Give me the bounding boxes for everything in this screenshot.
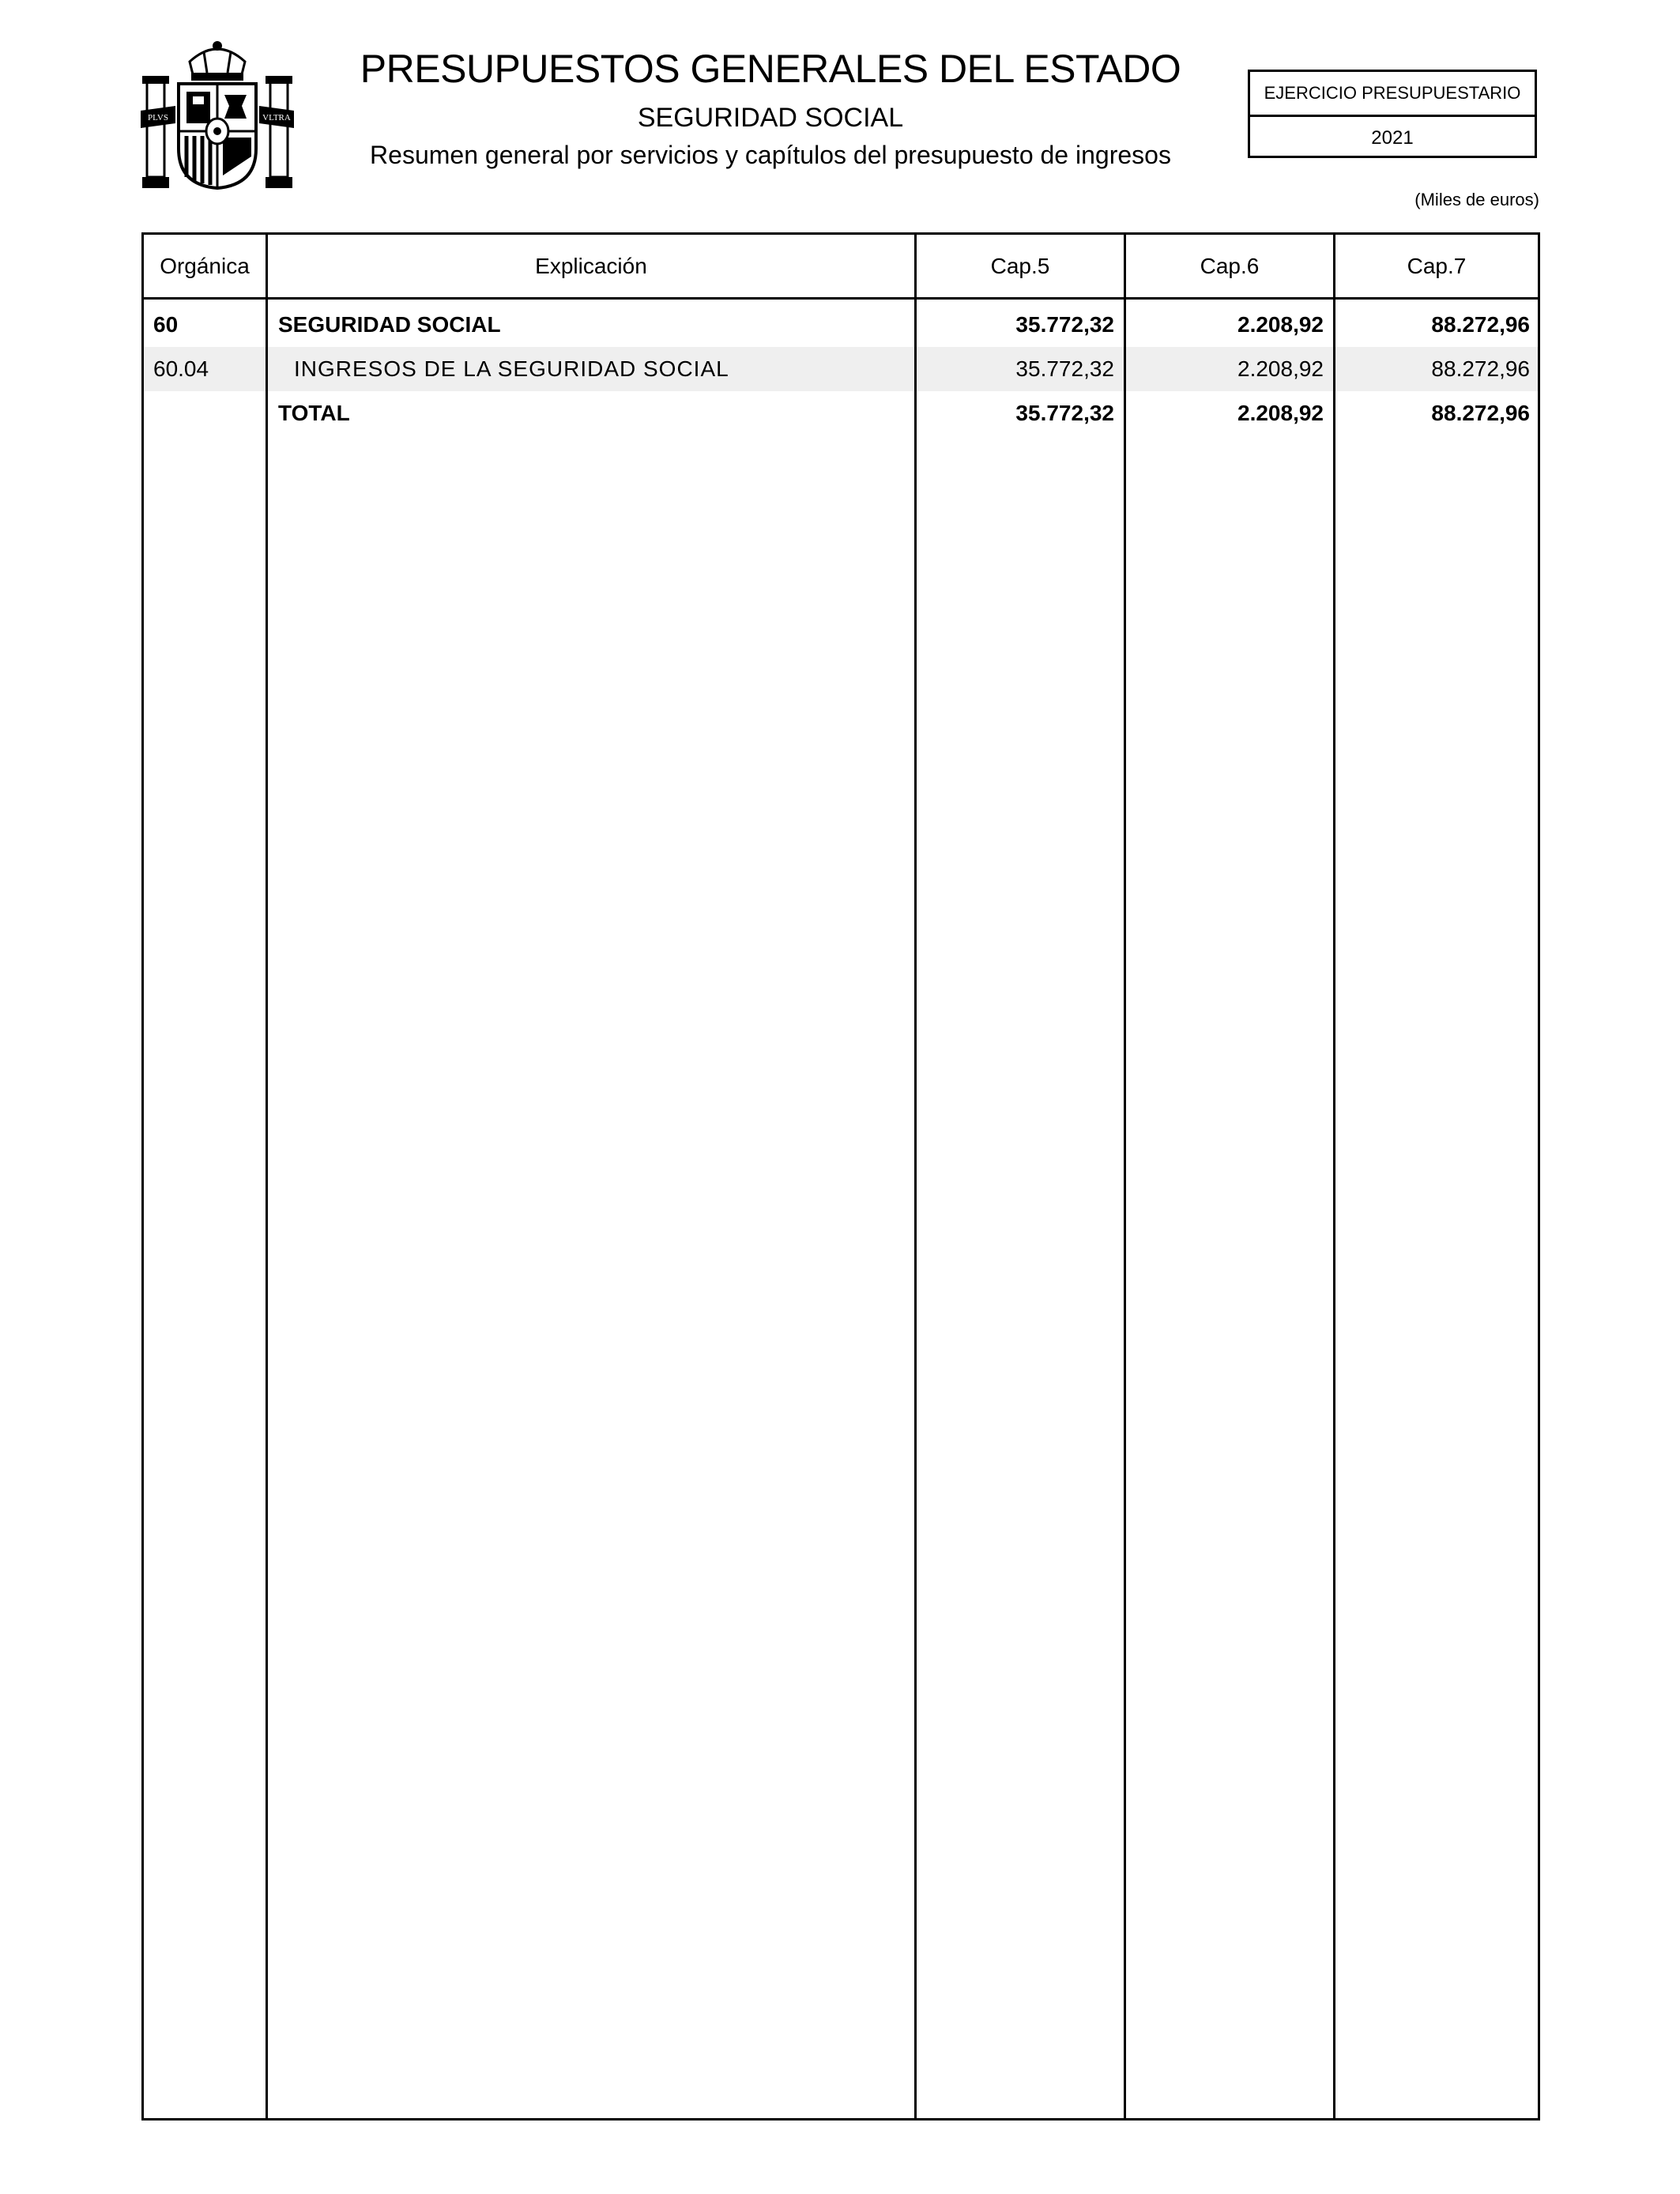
cell-cap5: 35.772,32: [1015, 312, 1114, 337]
document-title: PRESUPUESTOS GENERALES DEL ESTADO: [360, 47, 1181, 91]
document-description: Resumen general por servicios y capítulos del presupuesto de ingresos: [370, 141, 1171, 169]
motto-right-text: VLTRA: [262, 113, 291, 123]
cell-cap6: 2.208,92: [1237, 356, 1324, 381]
cell-cap5: 35.772,32: [1015, 401, 1114, 425]
col-header-cap7: Cap.7: [1407, 254, 1467, 278]
cell-explicacion: SEGURIDAD SOCIAL: [278, 312, 501, 337]
column-divider: [914, 235, 917, 2118]
units-note: (Miles de euros): [1414, 190, 1539, 209]
motto-left-text: PLVS: [148, 113, 168, 123]
cell-cap5: 35.772,32: [1015, 356, 1114, 381]
header-divider: [144, 297, 1538, 300]
cell-cap7: 88.272,96: [1431, 401, 1530, 425]
col-header-explicacion: Explicación: [535, 254, 647, 278]
column-divider: [1124, 235, 1126, 2118]
cell-cap7: 88.272,96: [1431, 312, 1530, 337]
table-row-total: [144, 391, 1538, 435]
table-row: [144, 303, 1538, 347]
cell-cap6: 2.208,92: [1237, 401, 1324, 425]
cell-organica: 60.04: [153, 356, 209, 381]
col-header-cap5: Cap.5: [990, 254, 1050, 278]
col-header-cap6: Cap.6: [1200, 254, 1260, 278]
table-row: [144, 347, 1538, 391]
budget-year-value: 2021: [1371, 127, 1414, 149]
cell-cap6: 2.208,92: [1237, 312, 1324, 337]
budget-year-box: [1248, 70, 1537, 158]
spain-coat-of-arms-emblem: [141, 38, 294, 193]
budget-table: [141, 232, 1540, 2120]
budget-year-label: EJERCICIO PRESUPUESTARIO: [1250, 72, 1535, 117]
column-divider: [266, 235, 268, 2118]
cell-explicacion: TOTAL: [278, 401, 350, 425]
column-divider: [1333, 235, 1335, 2118]
cell-explicacion: INGRESOS DE LA SEGURIDAD SOCIAL: [294, 356, 729, 381]
cell-organica: 60: [153, 312, 179, 337]
cell-cap7: 88.272,96: [1431, 356, 1530, 381]
document-subtitle: SEGURIDAD SOCIAL: [637, 103, 904, 133]
col-header-organica: Orgánica: [160, 254, 250, 278]
